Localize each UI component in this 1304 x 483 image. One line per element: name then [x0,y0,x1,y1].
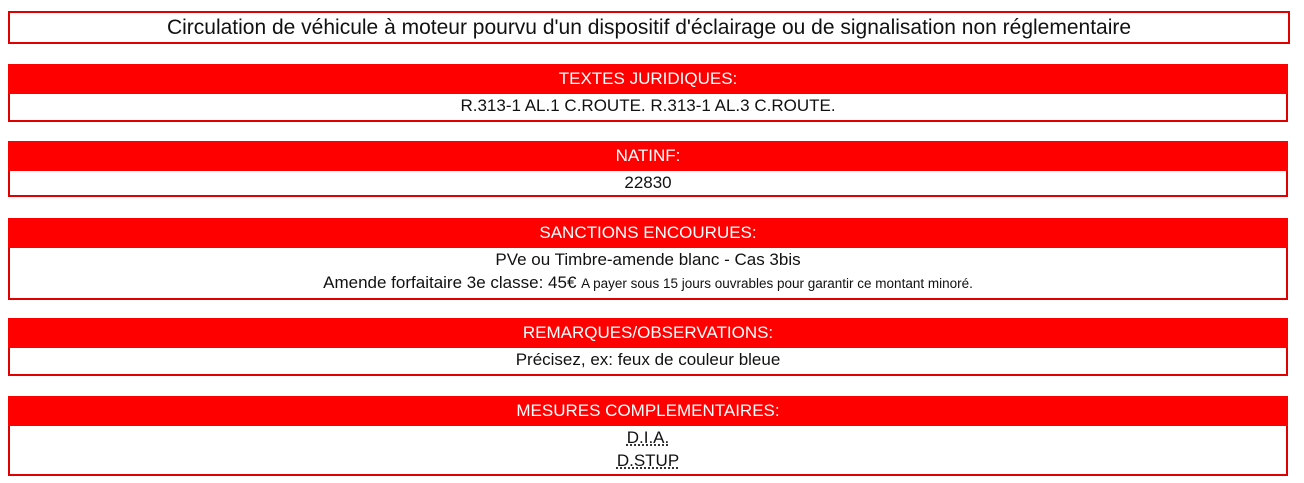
section-body-remarques: Précisez, ex: feux de couleur bleue [515,350,781,369]
section-header-textes-juridiques: TEXTES JURIDIQUES: [8,64,1288,94]
section-header-mesures: MESURES COMPLEMENTAIRES: [8,396,1288,426]
section-natinf [8,141,1288,197]
page-title [8,11,1290,44]
section-remarques-observations [8,318,1288,376]
page-title-text: Circulation de véhicule à moteur pourvu d'un dispositif d'éclairage ou de signalisation non réglementaire [166,15,1132,39]
section-body-mesures [10,426,1286,472]
sanction-line-pve: PVe ou Timbre-amende blanc - Cas 3bis [495,250,801,269]
section-body-sanctions [10,248,1286,295]
amende-payment-note: A payer sous 15 jours ouvrables pour garantir ce montant minoré. [581,276,973,291]
section-header-remarques: REMARQUES/OBSERVATIONS: [8,318,1288,348]
section-mesures-complementaires [8,396,1288,476]
section-body-textes-juridiques: R.313-1 AL.1 C.ROUTE. R.313-1 AL.3 C.ROUTE. [460,96,836,115]
section-header-natinf: NATINF: [8,141,1288,171]
mesure-dstup-abbr[interactable]: D.STUP [616,451,680,470]
mesure-dia-abbr[interactable]: D.I.A. [626,428,670,447]
sanction-line-amende [10,271,1286,295]
section-header-sanctions: SANCTIONS ENCOURUES: [8,218,1288,248]
section-sanctions-encourues [8,218,1288,300]
section-body-natinf: 22830 [624,173,672,192]
amende-forfaitaire-text: Amende forfaitaire 3e classe: 45€ [323,273,577,292]
section-textes-juridiques [8,64,1288,122]
